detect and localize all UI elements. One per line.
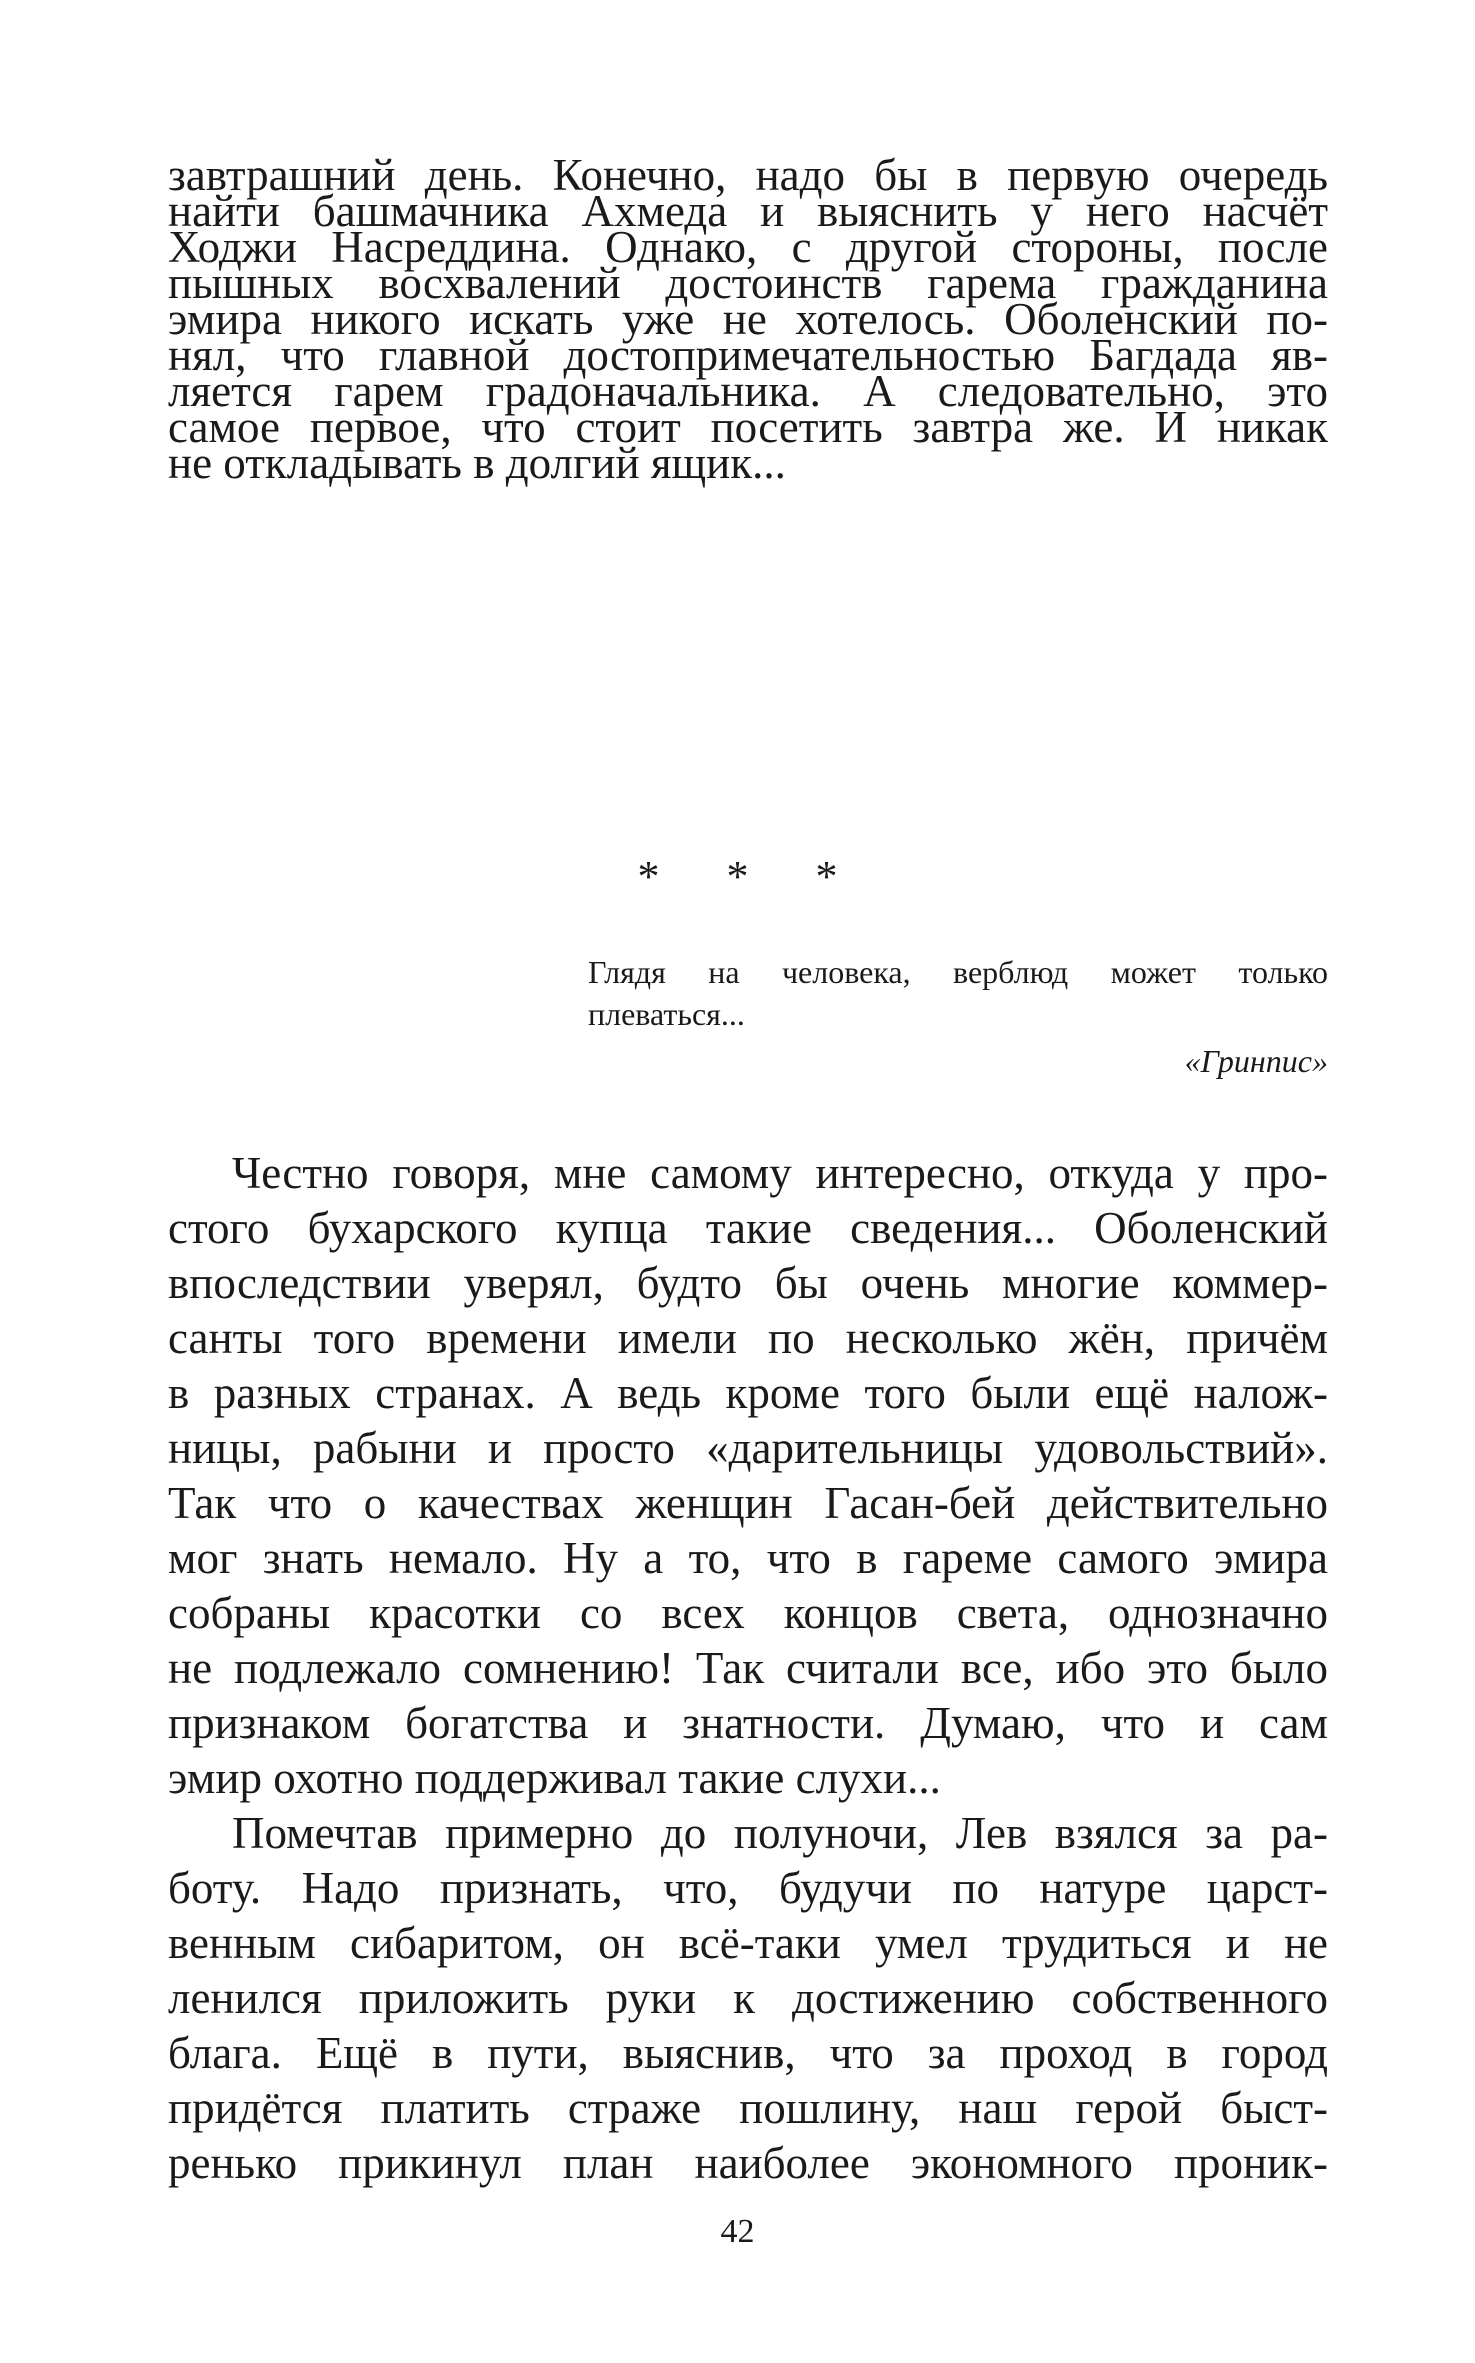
text-line: Ходжи Насреддина. Однако, с другой стороны, после — [168, 222, 1328, 272]
page-number: 42 — [720, 2213, 755, 2250]
text-line: мог знать немало. Ну а то, что в гареме самого эмира — [168, 1533, 1328, 1583]
text-line: блага. Ещё в пути, выяснив, что за проход в город — [168, 2028, 1328, 2078]
epigraph-line: плеваться... — [588, 996, 745, 1032]
text-line: венным сибаритом, он всё-таки умел трудиться и не — [168, 1918, 1328, 1968]
text-line: нял, что главной достопримечательностью Багдада яв- — [168, 330, 1328, 380]
text-line: в разных странах. А ведь кроме того были ещё налож- — [168, 1368, 1328, 1418]
text-line: санты того времени имели по несколько жён, причём — [168, 1313, 1328, 1363]
text-line: пышных восхвалений достоинств гарема гражданина — [168, 258, 1328, 308]
text-line: не откладывать в долгий ящик... — [168, 438, 786, 488]
section-separator: * * * — [637, 852, 866, 901]
text-line: впоследствии уверял, будто бы очень многие коммер- — [168, 1258, 1328, 1308]
epigraph-source: «Гринпис» — [1184, 1043, 1328, 1079]
epigraph-line: Глядя на человека, верблюд может только — [588, 954, 1328, 990]
text-line: не подлежало сомнению! Так считали все, ибо это было — [168, 1643, 1328, 1693]
text-line: самое первое, что стоит посетить завтра же. И никак — [168, 402, 1328, 452]
text-line: Помечтав примерно до полуночи, Лев взялся за ра- — [232, 1808, 1328, 1858]
text-line: ренько прикинул план наиболее экономного проник- — [168, 2138, 1328, 2188]
text-line: признаком богатства и знатности. Думаю, что и сам — [168, 1698, 1328, 1748]
text-line: ницы, рабыни и просто «дарительницы удовольствий». — [168, 1423, 1328, 1473]
text-line: боту. Надо признать, что, будучи по натуре царст- — [168, 1863, 1328, 1913]
text-line: ляется гарем градоначальника. А следовательно, это — [168, 366, 1328, 416]
text-line: Так что о качествах женщин Гасан-бей действительно — [168, 1478, 1328, 1528]
text-line: ленился приложить руки к достижению собственного — [168, 1973, 1328, 2023]
text-line: собраны красотки со всех концов света, однозначно — [168, 1588, 1328, 1638]
text-line: стого бухарского купца такие сведения... Оболенский — [168, 1203, 1328, 1253]
text-line: придётся платить страже пошлину, наш герой быст- — [168, 2083, 1328, 2133]
text-line: найти башмачника Ахмеда и выяснить у него насчёт — [168, 186, 1328, 236]
text-line: эмира никого искать уже не хотелось. Оболенский по- — [168, 294, 1328, 344]
text-line: Честно говоря, мне самому интересно, откуда у про- — [232, 1148, 1328, 1198]
text-line: завтрашний день. Конечно, надо бы в первую очередь — [168, 150, 1328, 200]
text-line: эмир охотно поддерживал такие слухи... — [168, 1753, 941, 1803]
